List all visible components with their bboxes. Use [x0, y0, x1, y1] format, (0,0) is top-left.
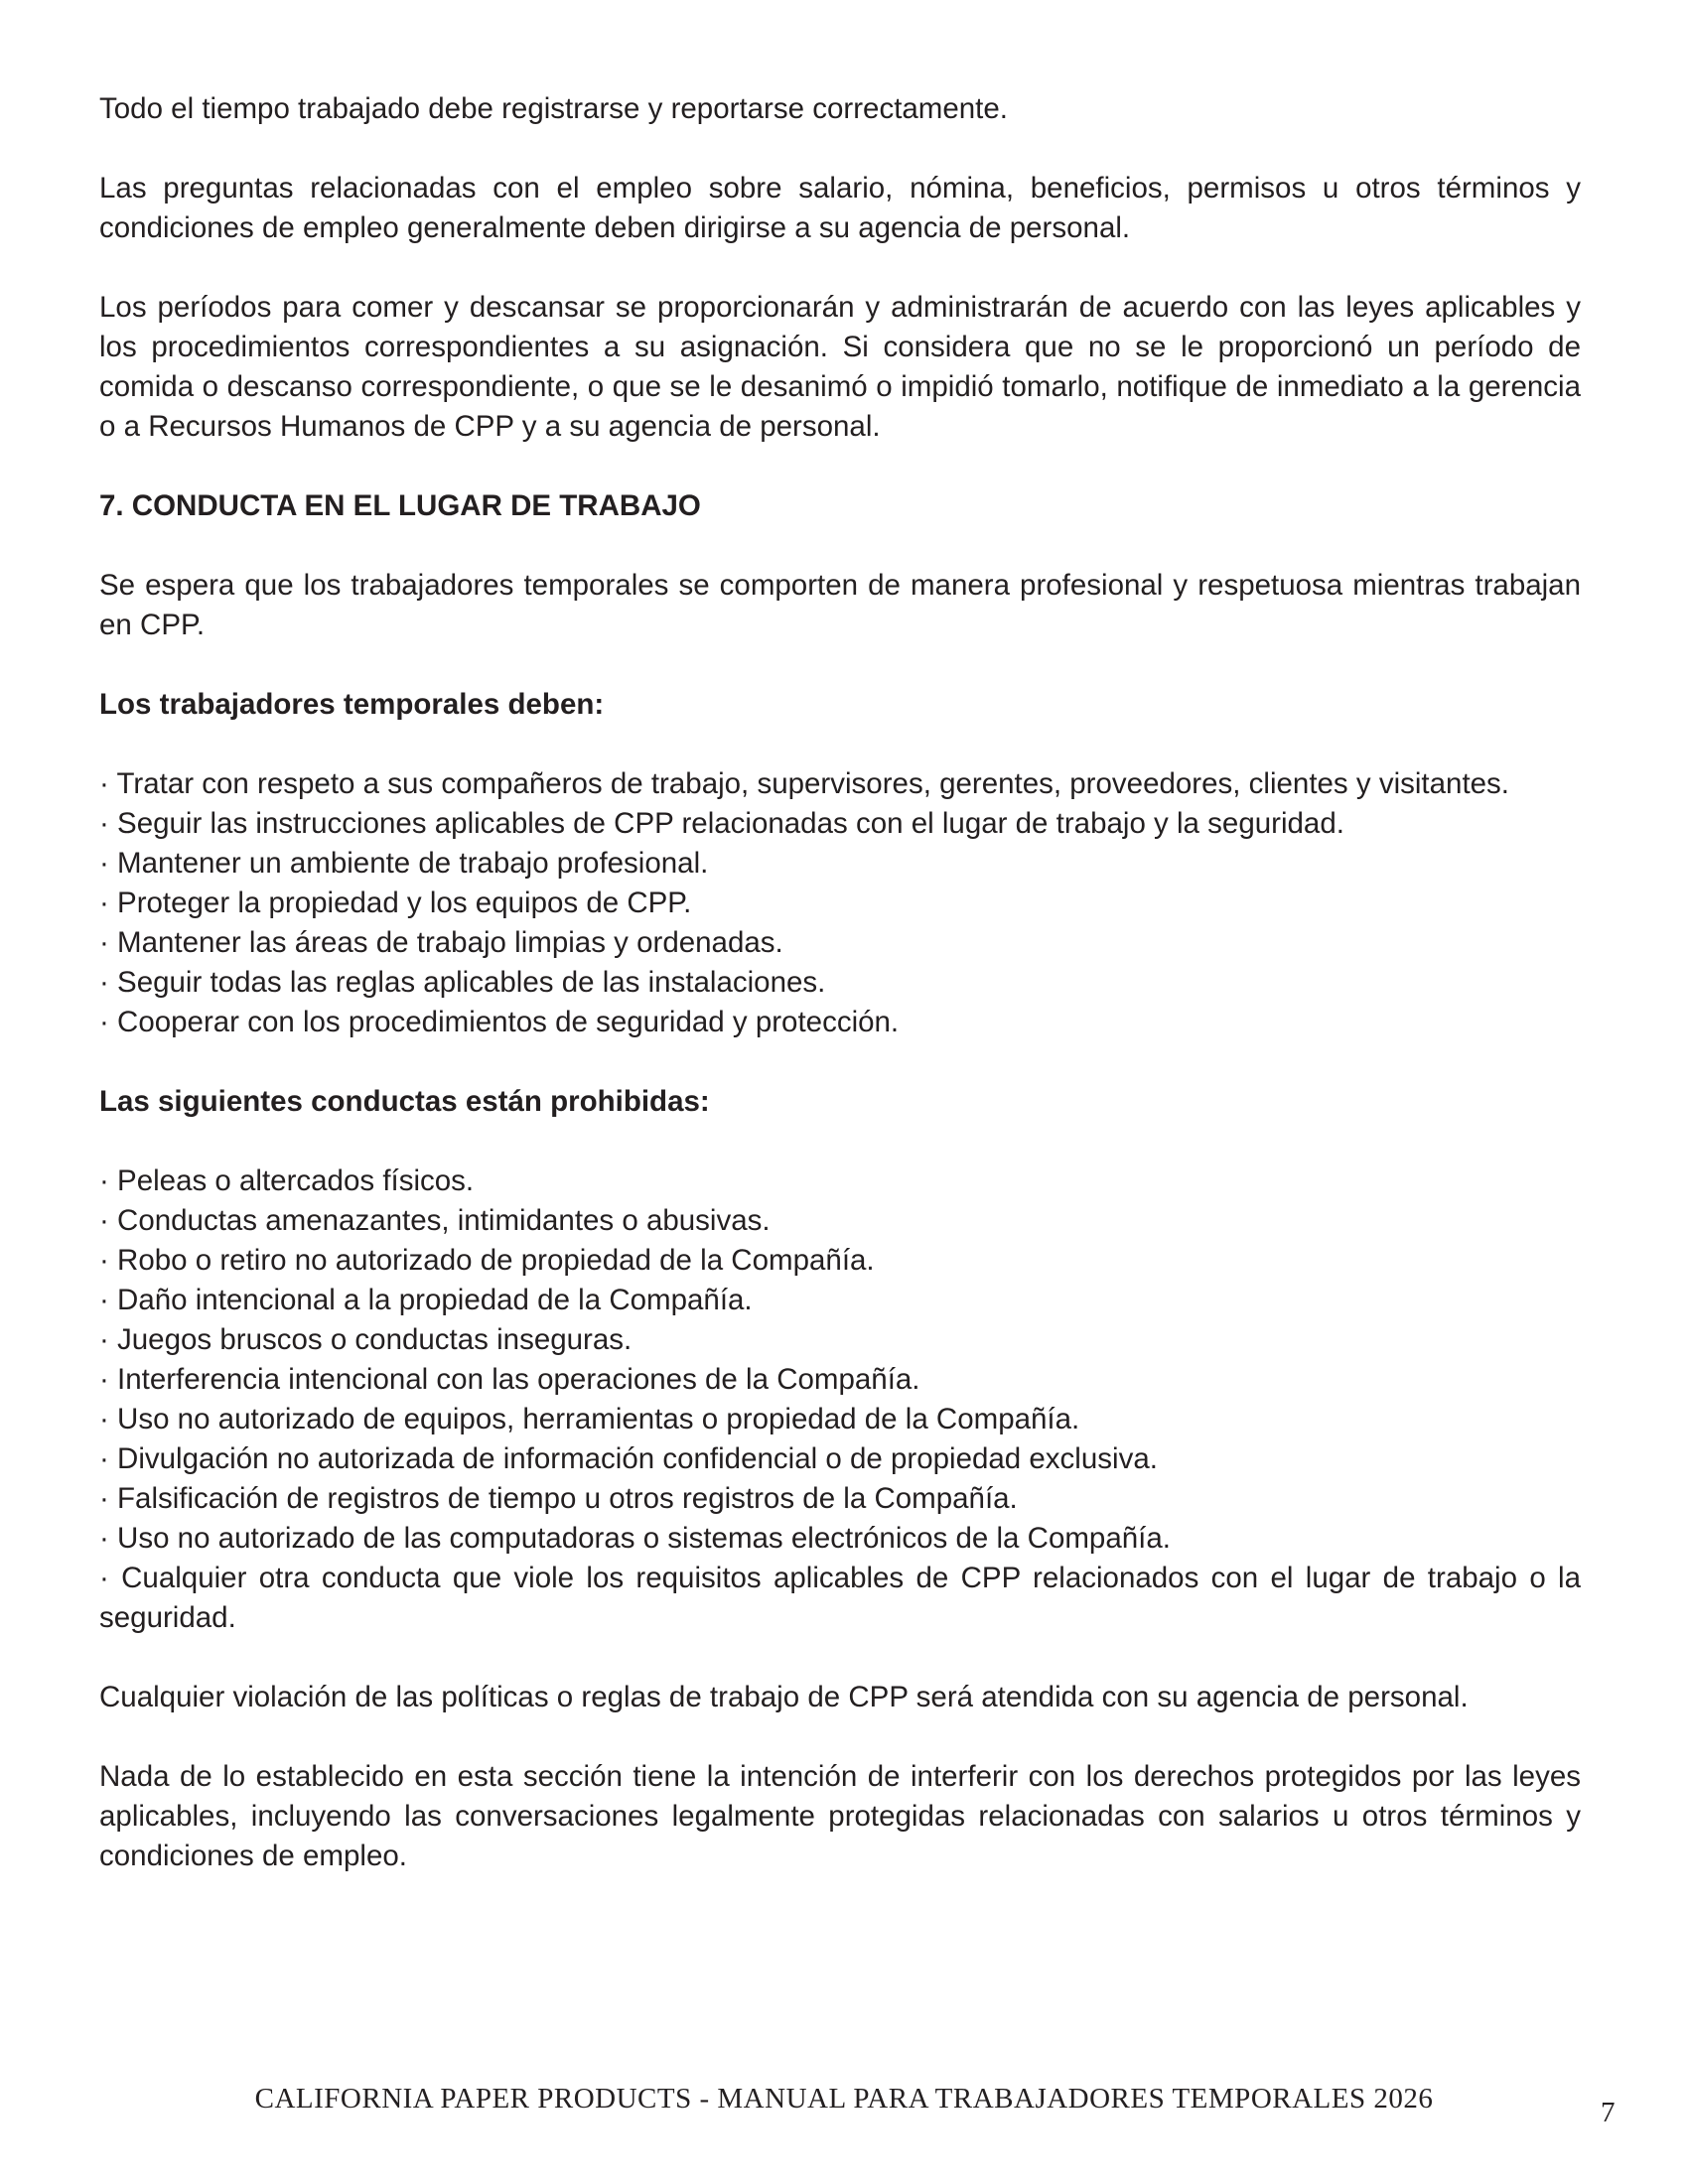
list-item: · Cooperar con los procedimientos de seguridad y protección. [99, 1006, 900, 1038]
list-item: · Uso no autorizado de equipos, herramientas o propiedad de la Compañía. [99, 1403, 1080, 1435]
list-item: · Daño intencional a la propiedad de la Compañía. [99, 1284, 753, 1316]
list-item: · Seguir las instrucciones aplicables de CPP relacionadas con el lugar de trabajo y la seguridad. [99, 807, 1344, 840]
list-item: · Proteger la propiedad y los equipos de CPP. [99, 887, 692, 919]
paragraph-conduct-intro: Se espera que los trabajadores temporales se comporten de manera profesional y respetuosa mientras trabajan en CPP. [99, 569, 1581, 641]
paragraph-meal-rest-periods: Los períodos para comer y descansar se proporcionarán y administrarán de acuerdo con las leyes aplicables y los procedimientos correspondientes a su asignación. Si considera que no se le proporcionó un período de comida o descanso correspondiente, o que se le desanimó o impidió tomarlo, notifique de inmediato a la gerencia o a Recursos Humanos de CPP y a su agencia de personal. [99, 291, 1581, 443]
list-item: · Seguir todas las reglas aplicables de las instalaciones. [99, 966, 826, 999]
subheading-prohibited: Las siguientes conductas están prohibidas: [99, 1085, 710, 1118]
list-prohibited [99, 1161, 1581, 1638]
footer-title: CALIFORNIA PAPER PRODUCTS - MANUAL PARA TRABAJADORES TEMPORALES 2026 [254, 2083, 1434, 2115]
list-item: · Interferencia intencional con las operaciones de la Compañía. [99, 1363, 920, 1396]
list-must [99, 764, 1581, 1042]
list-item: · Tratar con respeto a sus compañeros de trabajo, supervisores, gerentes, proveedores, clientes y visitantes. [99, 767, 1509, 800]
section-heading: 7. CONDUCTA EN EL LUGAR DE TRABAJO [99, 489, 701, 522]
paragraph-time-reporting: Todo el tiempo trabajado debe registrarse y reportarse correctamente. [99, 92, 1008, 125]
list-item: · Cualquier otra conducta que viole los requisitos aplicables de CPP relacionados con el lugar de trabajo o la seguridad. [99, 1562, 1581, 1634]
page-number: 7 [1601, 2097, 1616, 2128]
document-page [99, 89, 1581, 1876]
list-item: · Divulgación no autorizada de información confidencial o de propiedad exclusiva. [99, 1442, 1158, 1475]
list-item: · Uso no autorizado de las computadoras o sistemas electrónicos de la Compañía. [99, 1522, 1171, 1555]
paragraph-protected-rights: Nada de lo establecido en esta sección tiene la intención de interferir con los derechos protegidos por las leyes aplicables, incluyendo las conversaciones legalmente protegidas relacionadas con salarios u otros términos y condiciones de empleo. [99, 1760, 1581, 1872]
paragraph-employment-questions: Las preguntas relacionadas con el empleo sobre salario, nómina, beneficios, permisos u otros términos y condiciones de empleo generalmente deben dirigirse a su agencia de personal. [99, 172, 1581, 244]
list-item: · Conductas amenazantes, intimidantes o abusivas. [99, 1204, 771, 1237]
list-item: · Juegos bruscos o conductas inseguras. [99, 1323, 633, 1356]
paragraph-violation: Cualquier violación de las políticas o reglas de trabajo de CPP será atendida con su agencia de personal. [99, 1681, 1469, 1713]
list-item: · Robo o retiro no autorizado de propiedad de la Compañía. [99, 1244, 875, 1277]
subheading-must: Los trabajadores temporales deben: [99, 688, 605, 721]
list-item: · Mantener las áreas de trabajo limpias y ordenadas. [99, 926, 783, 959]
list-item: · Peleas o altercados físicos. [99, 1164, 475, 1197]
list-item: · Falsificación de registros de tiempo u otros registros de la Compañía. [99, 1482, 1018, 1515]
list-item: · Mantener un ambiente de trabajo profesional. [99, 847, 709, 880]
